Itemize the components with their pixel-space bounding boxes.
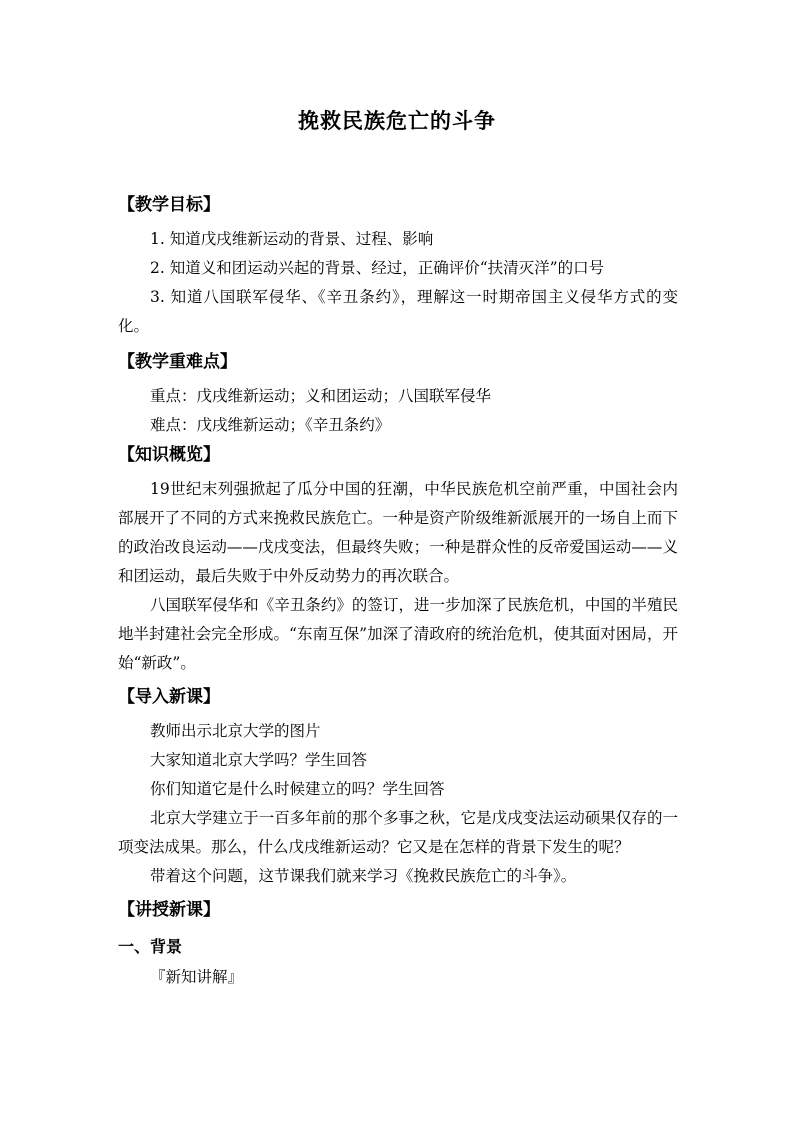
difficult-point-item: 难点：戊戌维新运动；《辛丑条约》 [150, 416, 391, 434]
heading-teaching-goals: 【教学目标】 [118, 195, 220, 215]
intro-line: 大家知道北京大学吗？学生回答 [150, 751, 368, 769]
heading-key-points: 【教学重难点】 [118, 352, 237, 372]
document-body [118, 190, 678, 992]
heading-overview: 【知识概览】 [118, 445, 220, 465]
intro-line: 你们知道它是什么时候建立的吗？学生回答 [150, 780, 445, 798]
intro-paragraph: 北京大学建立于一百多年前的那个多事之秋，它是戊戌变法运动硕果仅存的一项变法成果。那么，什么戊戌维新运动？它又是在怎样的背景下发生的呢？ [118, 809, 678, 856]
new-knowledge-note: 『新知讲解』 [150, 968, 244, 986]
heading-new-lesson: 【讲授新课】 [118, 900, 220, 920]
key-point-item: 重点：戊戌维新运动；义和团运动；八国联军侵华 [150, 387, 492, 405]
goal-item: 2. 知道义和团运动兴起的背景、经过，正确评价“扶清灭洋”的口号 [150, 259, 605, 277]
heading-intro: 【导入新课】 [118, 687, 220, 707]
intro-line: 教师出示北京大学的图片 [150, 722, 321, 740]
document-title: 挽救民族危亡的斗争 [298, 108, 496, 133]
goal-item: 3. 知道八国联军侵华、《辛丑条约》，理解这一时期帝国主义侵华方式的变化。 [118, 288, 678, 335]
subheading-background: 一、背景 [118, 937, 183, 956]
overview-paragraph: 八国联军侵华和《辛丑条约》的签订，进一步加深了民族危机，中国的半殖民地半封建社会完全形成。“东南互保”加深了清政府的统治危机，使其面对困局，开始“新政”。 [118, 596, 678, 672]
goal-item: 1. 知道戊戌维新运动的背景、过程、影响 [150, 230, 434, 248]
overview-paragraph: 19世纪末列强掀起了瓜分中国的狂潮，中华民族危机空前严重，中国社会内部展开了不同的方式来挽救民族危亡。一种是资产阶级维新派展开的一场自上而下的政治改良运动——戊戌变法，但最终失败；一种是群众性的反帝爱国运动——义和团运动，最后失败于中外反动势力的再次联合。 [118, 480, 678, 585]
intro-paragraph: 带着这个问题，这节课我们就来学习《挽救民族危亡的斗争》。 [150, 867, 577, 885]
